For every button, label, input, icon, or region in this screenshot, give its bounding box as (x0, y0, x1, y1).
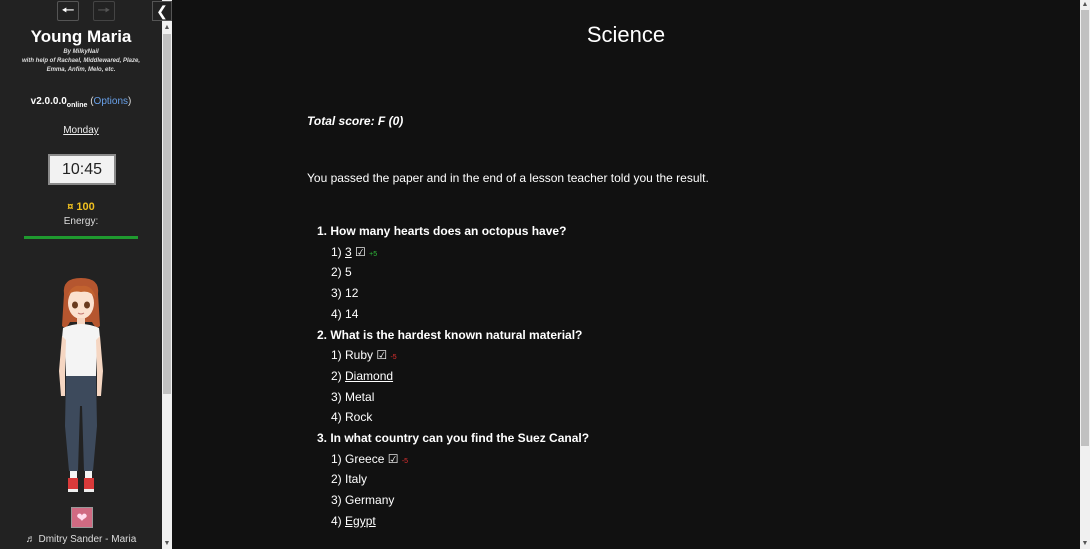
credit-line: with help of Rachael, Middlewared, Plaze, (21, 58, 141, 64)
checkbox-checked-icon: ☑ (373, 348, 391, 363)
arrow-left-icon[interactable]: 🠔 (57, 1, 79, 21)
correct-answer-text: Egypt (345, 513, 376, 528)
scrollbar-thumb[interactable] (1081, 10, 1089, 446)
question-number: 2. (317, 327, 331, 342)
question-text: In what country can you find the Suez Canal? (330, 431, 590, 445)
sidebar (0, 0, 162, 549)
character-portrait (50, 276, 112, 502)
credit-line: Emma, Anfim, Melo, etc. (46, 67, 116, 73)
answer-number: 3) (331, 493, 346, 508)
correct-answer-text: 3 (345, 244, 352, 259)
sidebar-scrollbar[interactable] (162, 0, 172, 549)
total-score: Total score: F (0) (307, 114, 404, 128)
answer-option (331, 348, 397, 362)
scroll-down-arrow-icon[interactable]: ▼ (1081, 540, 1089, 547)
answer-number: 4) (331, 410, 346, 425)
clock: 10:45 (48, 154, 116, 185)
version-suffix: online (66, 102, 88, 109)
answer-option (331, 390, 374, 404)
answer-number: 1) (331, 348, 346, 363)
answer-number: 4) (331, 306, 346, 321)
answer-text: 14 (345, 306, 359, 321)
answer-number: 4) (331, 513, 346, 528)
points-badge: -5 (401, 457, 409, 465)
answer-option (331, 472, 367, 486)
checkbox-checked-icon: ☑ (351, 244, 370, 259)
scrollbar-thumb[interactable] (163, 34, 171, 394)
answer-option (331, 514, 376, 528)
energy-bar (24, 236, 138, 239)
answer-text: Italy (345, 472, 368, 487)
answer-number: 1) (331, 451, 346, 466)
answer-option (331, 410, 372, 424)
music-track: ♬ Dmitry Sander - Maria (25, 534, 137, 545)
answer-option (331, 307, 358, 321)
answer-text: Metal (345, 389, 375, 404)
scroll-down-arrow-icon[interactable]: ▼ (163, 540, 171, 547)
answer-option (331, 286, 358, 300)
points-badge: -5 (390, 354, 397, 362)
answer-option (331, 265, 352, 279)
points-badge: +5 (369, 250, 378, 258)
hearts-icon[interactable]: ❤ (71, 507, 93, 528)
answer-number: 3) (331, 286, 346, 301)
answer-number: 3) (331, 389, 346, 404)
answer-option (331, 452, 408, 466)
question (317, 328, 582, 342)
money-display: ¤ 100 (67, 201, 95, 213)
question (317, 431, 589, 445)
game-title: Young Maria (30, 27, 132, 46)
question-number: 1. (317, 224, 331, 238)
version-info (0, 96, 162, 109)
answer-option (331, 493, 394, 507)
answer-text: Ruby (345, 348, 374, 363)
answer-number: 2) (331, 265, 346, 280)
checkbox-checked-icon: ☑ (384, 451, 402, 466)
answer-number: 1) (331, 244, 346, 259)
scroll-up-arrow-icon[interactable]: ▲ (163, 24, 171, 31)
answer-text: 5 (345, 265, 352, 280)
result-text: You passed the paper and in the end of a lesson teacher told you the result. (307, 171, 709, 185)
question (317, 224, 566, 238)
answer-number: 2) (331, 368, 346, 383)
credit-line: By MilkyNail (63, 49, 99, 55)
energy-label: Energy: (63, 216, 99, 227)
day-link[interactable]: Monday (63, 125, 99, 136)
answer-text: Rock (345, 410, 373, 425)
answer-text: Germany (345, 493, 395, 508)
page-title: Science (586, 22, 666, 47)
scroll-up-arrow-icon[interactable]: ▲ (1081, 1, 1089, 8)
page-scrollbar[interactable] (1080, 0, 1090, 549)
collapse-sidebar-button[interactable]: ❮ (152, 1, 172, 21)
answer-number: 2) (331, 472, 346, 487)
answer-text: 12 (345, 286, 359, 301)
options-paren: ) (128, 96, 132, 107)
options-paren: ( (90, 96, 94, 107)
correct-answer-text: Diamond (345, 368, 394, 383)
main-content (172, 0, 1080, 549)
arrow-right-icon[interactable]: 🠖 (93, 1, 115, 21)
question-text: What is the hardest known natural material? (330, 327, 583, 342)
question-text: How many hearts does an octopus have? (330, 224, 567, 238)
question-number: 3. (317, 431, 331, 445)
answer-option (331, 369, 393, 383)
answer-text: Greece (345, 451, 385, 466)
options-link[interactable]: Options (93, 96, 129, 107)
answer-option (331, 245, 377, 259)
version-number: v2.0.0.0 (30, 96, 67, 107)
